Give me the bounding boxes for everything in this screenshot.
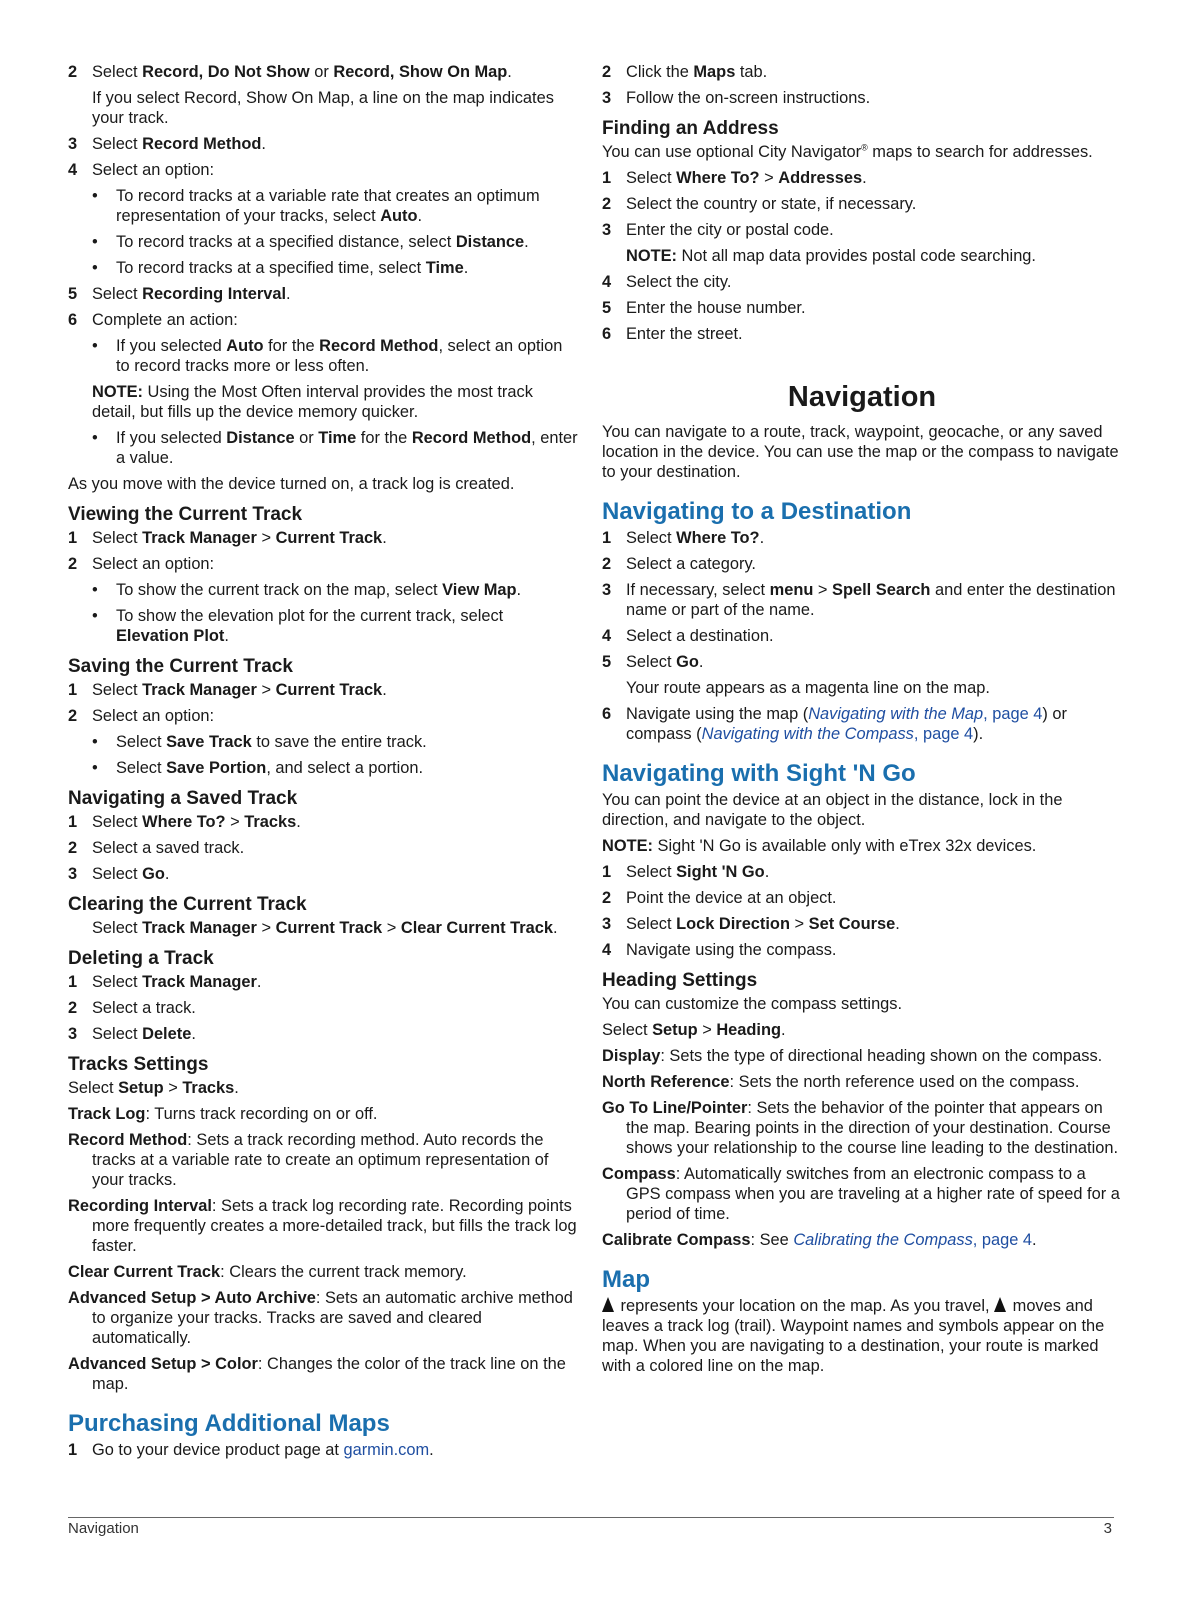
delete-step-2: 2 Select a track.: [68, 999, 196, 1017]
setting-track-log: Track Log: Turns track recording on or off.: [68, 1105, 378, 1123]
dest-step-1: 1 Select Where To?.: [602, 529, 765, 547]
record-step-3: 3 Select Record Method.: [68, 135, 266, 153]
record-option-time: • To record tracks at a specified time, select Time.: [92, 259, 469, 277]
map-intro: represents your location on the map. As you travel, moves and leaves a track log (trail). Waypoint names and symbols appear on the map. When you are navigating to a destination, your route is marked with a colored line on the map.: [602, 1297, 1105, 1375]
footer-page-number: 3: [1103, 1520, 1112, 1537]
sight-n-go-intro: You can point the device at an object in the distance, lock in the direction, and navigate to the object.: [602, 791, 1063, 829]
view-option-elevation: • To show the elevation plot for the current track, select Elevation Plot.: [92, 607, 504, 645]
navigation-title: Navigation: [787, 381, 937, 413]
sight-n-go-note: NOTE: Sight 'N Go is available only with eTrex 32x devices.: [602, 837, 1037, 855]
heading-settings-intro: You can customize the compass settings.: [602, 995, 903, 1013]
sight-step-1: 1 Select Sight 'N Go.: [602, 863, 770, 881]
footer-section-name: Navigation: [68, 1520, 139, 1537]
dest-step-6: 6 Navigate using the map (Navigating with the Map, page 4) or compass (Navigating with the Compass, page 4).: [602, 705, 1067, 743]
record-step-2-note: If you select Record, Show On Map, a line on the map indicates your track.: [92, 89, 554, 127]
nav-with-compass-link[interactable]: Navigating with the Compass: [701, 725, 914, 743]
position-arrow-icon: [994, 1297, 1006, 1312]
magenta-line-note: Your route appears as a magenta line on the map.: [626, 679, 990, 697]
delete-step-3: 3 Select Delete.: [68, 1025, 196, 1043]
dest-step-2: 2 Select a category.: [602, 555, 756, 573]
address-step-4: 4 Select the city.: [602, 273, 732, 291]
navigating-destination-heading: Navigating to a Destination: [602, 498, 912, 525]
postal-code-note: NOTE: Not all map data provides postal code searching.: [626, 247, 1036, 265]
heading-settings-path: Select Setup > Heading.: [602, 1021, 786, 1039]
setting-clear-current-track: Clear Current Track: Clears the current track memory.: [68, 1263, 467, 1281]
clearing-current-track-heading: Clearing the Current Track: [68, 894, 307, 915]
calibrating-compass-link[interactable]: Calibrating the Compass: [793, 1231, 973, 1249]
view-step-2: 2 Select an option:: [68, 555, 215, 573]
record-step-5: 5 Select Recording Interval.: [68, 285, 291, 303]
record-step-6: 6 Complete an action:: [68, 311, 238, 329]
sight-step-2: 2 Point the device at an object.: [602, 889, 837, 907]
dest-step-3: 3 If necessary, select menu > Spell Search and enter the destination name or part of the name.: [602, 581, 1116, 619]
dest-step-4: 4 Select a destination.: [602, 627, 774, 645]
action-distance-time: • If you selected Distance or Time for the Record Method, enter a value.: [92, 429, 578, 467]
nav-with-map-page-link[interactable]: , page 4: [983, 705, 1043, 723]
address-step-1: 1 Select Where To? > Addresses.: [602, 169, 867, 187]
action-auto: • If you selected Auto for the Record Method, select an option to record tracks more or less often.: [92, 337, 563, 375]
save-option-track: • Select Save Track to save the entire track.: [92, 733, 427, 751]
record-option-auto: • To record tracks at a variable rate that creates an optimum representation of your tracks, select Auto.: [92, 187, 540, 225]
purchasing-maps-heading: Purchasing Additional Maps: [68, 1410, 390, 1437]
record-step-4: 4 Select an option:: [68, 161, 215, 179]
interval-note: NOTE: Using the Most Often interval provides the most track detail, but fills up the device memory quicker.: [92, 383, 533, 421]
view-step-1: 1 Select Track Manager > Current Track.: [68, 529, 387, 547]
finding-address-intro: You can use optional City Navigator® maps to search for addresses.: [602, 142, 1093, 161]
setting-display: Display: Sets the type of directional heading shown on the compass.: [602, 1047, 1103, 1065]
tracks-settings-path: Select Setup > Tracks.: [68, 1079, 239, 1097]
delete-step-1: 1 Select Track Manager.: [68, 973, 262, 991]
save-step-1: 1 Select Track Manager > Current Track.: [68, 681, 387, 699]
sight-step-3: 3 Select Lock Direction > Set Course.: [602, 915, 900, 933]
sight-step-4: 4 Navigate using the compass.: [602, 941, 837, 959]
garmin-link[interactable]: garmin.com: [343, 1441, 430, 1459]
setting-go-to-line: Go To Line/Pointer: Sets the behavior of the pointer that appears on the map. Bearing points in the direction of your destination. Course shows your relationship to the course line leading to the destination.: [602, 1099, 1119, 1157]
address-step-2: 2 Select the country or state, if necessary.: [602, 195, 917, 213]
sight-n-go-heading: Navigating with Sight 'N Go: [602, 760, 916, 787]
save-step-2: 2 Select an option:: [68, 707, 215, 725]
viewing-current-track-heading: Viewing the Current Track: [68, 504, 303, 525]
footer-divider: [68, 1517, 1114, 1518]
setting-color: Advanced Setup > Color: Changes the color of the track line on the map.: [68, 1355, 566, 1393]
view-option-map: • To show the current track on the map, select View Map.: [92, 581, 522, 599]
address-step-5: 5 Enter the house number.: [602, 299, 806, 317]
saving-current-track-heading: Saving the Current Track: [68, 656, 293, 677]
setting-recording-interval: Recording Interval: Sets a track log recording rate. Recording points more frequently creates a more-detailed track, but fills the track log faster.: [68, 1197, 577, 1255]
heading-settings-heading: Heading Settings: [602, 970, 758, 991]
setting-auto-archive: Advanced Setup > Auto Archive: Sets an automatic archive method to organize your tracks. Tracks are saved and cleared automatically.: [68, 1289, 573, 1347]
nav-track-step-3: 3 Select Go.: [68, 865, 170, 883]
calibrating-compass-page-link[interactable]: , page 4: [972, 1231, 1033, 1249]
setting-compass: Compass: Automatically switches from an electronic compass to a GPS compass when you are traveling at a higher rate of speed for a period of time.: [602, 1165, 1120, 1223]
address-step-6: 6 Enter the street.: [602, 325, 743, 343]
position-arrow-icon: [602, 1297, 614, 1312]
purchase-step-3: 3 Follow the on-screen instructions.: [602, 89, 871, 107]
address-step-3: 3 Enter the city or postal code.: [602, 221, 834, 239]
left-column: [68, 62, 578, 1466]
map-heading: Map: [602, 1266, 650, 1293]
nav-with-map-link[interactable]: Navigating with the Map: [808, 705, 984, 723]
purchase-step-2: 2 Click the Maps tab.: [602, 63, 768, 81]
clear-track-instruction: Select Track Manager > Current Track > Clear Current Track.: [92, 919, 558, 937]
record-step-2: 2 Select Record, Do Not Show or Record, Show On Map.: [68, 63, 512, 81]
nav-track-step-2: 2 Select a saved track.: [68, 839, 245, 857]
track-log-created-text: As you move with the device turned on, a track log is created.: [68, 475, 515, 493]
setting-calibrate-compass: Calibrate Compass: See Calibrating the Compass, page 4.: [602, 1231, 1037, 1249]
save-option-portion: • Select Save Portion, and select a portion.: [92, 759, 424, 777]
nav-with-compass-page-link[interactable]: , page 4: [913, 725, 974, 743]
deleting-track-heading: Deleting a Track: [68, 948, 214, 969]
tracks-settings-heading: Tracks Settings: [68, 1054, 209, 1075]
right-column: [602, 62, 1122, 1382]
dest-step-5: 5 Select Go.: [602, 653, 704, 671]
setting-north-reference: North Reference: Sets the north reference used on the compass.: [602, 1073, 1080, 1091]
record-option-distance: • To record tracks at a specified distance, select Distance.: [92, 233, 529, 251]
navigating-saved-track-heading: Navigating a Saved Track: [68, 788, 298, 809]
finding-address-heading: Finding an Address: [602, 118, 779, 139]
setting-record-method: Record Method: Sets a track recording method. Auto records the tracks at a variable rate to create an optimum representation of your tracks.: [68, 1131, 549, 1189]
purchase-step-1: 1 Go to your device product page at garmin.com.: [68, 1441, 434, 1459]
navigation-intro: You can navigate to a route, track, waypoint, geocache, or any saved location in the device. You can use the map or the compass to navigate to your destination.: [602, 423, 1119, 481]
nav-track-step-1: 1 Select Where To? > Tracks.: [68, 813, 301, 831]
